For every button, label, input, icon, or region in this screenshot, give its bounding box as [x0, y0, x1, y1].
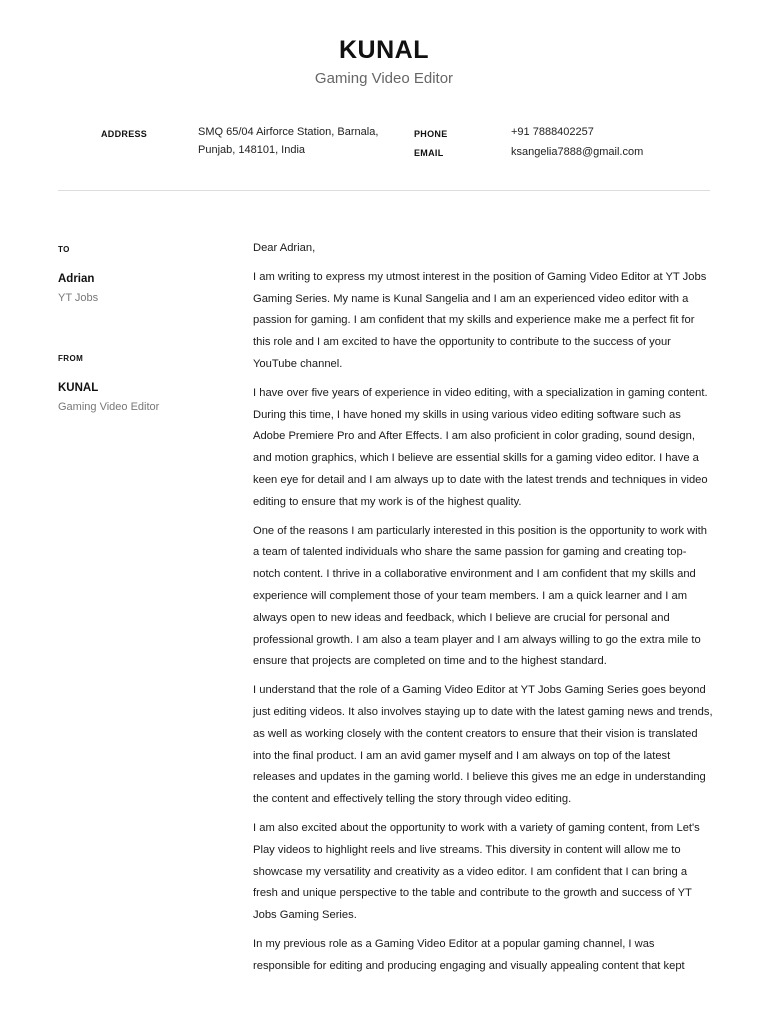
applicant-name: KUNAL: [339, 36, 429, 64]
address-line-2: Punjab, 148101, India: [198, 144, 306, 156]
paragraph-5: I am also excited about the opportunity to work with a variety of gaming content, from Let's Play videos to highlight reels and live streams. This diversity in content will allow me to showcase my versatility and creativity as a video editor. I am confident that I can bring a fresh and unique perspective to the table and contribute to the growth and success of YT Jobs Gaming Series.: [253, 821, 700, 922]
header-divider: [58, 190, 710, 191]
recipient-name: Adrian: [58, 273, 95, 285]
address-line-1: SMQ 65/04 Airforce Station, Barnala,: [198, 126, 379, 138]
sender-name: KUNAL: [58, 382, 99, 394]
phone-value: +91 7888402257: [511, 126, 594, 138]
email-label: EMAIL: [414, 148, 444, 158]
paragraph-1: I am writing to express my utmost interest in the position of Gaming Video Editor at YT Jobs Gaming Series. My name is Kunal Sangelia and I am an experienced video editor with a passion for gaming. I am confident that my skills and experience make me a perfect fit for this role and I am excited to have the opportunity to contribute to the success of your YouTube channel.: [253, 270, 707, 370]
paragraph-4: I understand that the role of a Gaming Video Editor at YT Jobs Gaming Series goes beyond just editing videos. It also involves staying up to date with the latest gaming news and trends, as well as working closely with the content creators to ensure that their vision is translated into the final product. I am an avid gamer myself and I am always on top of the latest releases and updates in the gaming world. I believe this gives me an edge in understanding the content and effectively telling the story through video editing.: [253, 684, 713, 806]
paragraph-6: In my previous role as a Gaming Video Editor at a popular gaming channel, I was responsible for editing and producing engaging and visually appealing content that kept: [253, 937, 685, 972]
address-label: ADDRESS: [101, 129, 148, 139]
paragraph-2: I have over five years of experience in video editing, with a specialization in gaming content. During this time, I have honed my skills in using various video editing software such as Adobe Premiere Pro and After Effects. I am also proficient in color grading, sound design, and motion graphics, which I believe are essential skills for a gaming video editor. I have a keen eye for detail and I am always up to date with the latest trends and techniques in video editing to ensure that my work is of the highest quality.: [253, 386, 708, 508]
sender-title: Gaming Video Editor: [58, 401, 160, 413]
address-value: [198, 123, 378, 159]
phone-label: PHONE: [414, 129, 448, 139]
letter-body: [253, 238, 713, 985]
salutation: Dear Adrian,: [253, 242, 316, 254]
email-value: ksangelia7888@gmail.com: [511, 146, 644, 158]
applicant-title: Gaming Video Editor: [314, 70, 454, 87]
from-label: FROM: [58, 354, 84, 363]
to-label: TO: [58, 245, 70, 254]
paragraph-3: One of the reasons I am particularly interested in this position is the opportunity to work with a team of talented individuals who share the same passion for gaming and creating top-notch content. I thrive in a collaborative environment and I am confident that my skills and experience will complement those of your team members. I am a quick learner and I am always open to new ideas and feedback, which I believe are crucial for personal and professional growth. I am also a team player and I am always willing to go the extra mile to ensure that projects are completed on time and to the highest standard.: [253, 524, 707, 668]
recipient-company: YT Jobs: [58, 292, 99, 304]
